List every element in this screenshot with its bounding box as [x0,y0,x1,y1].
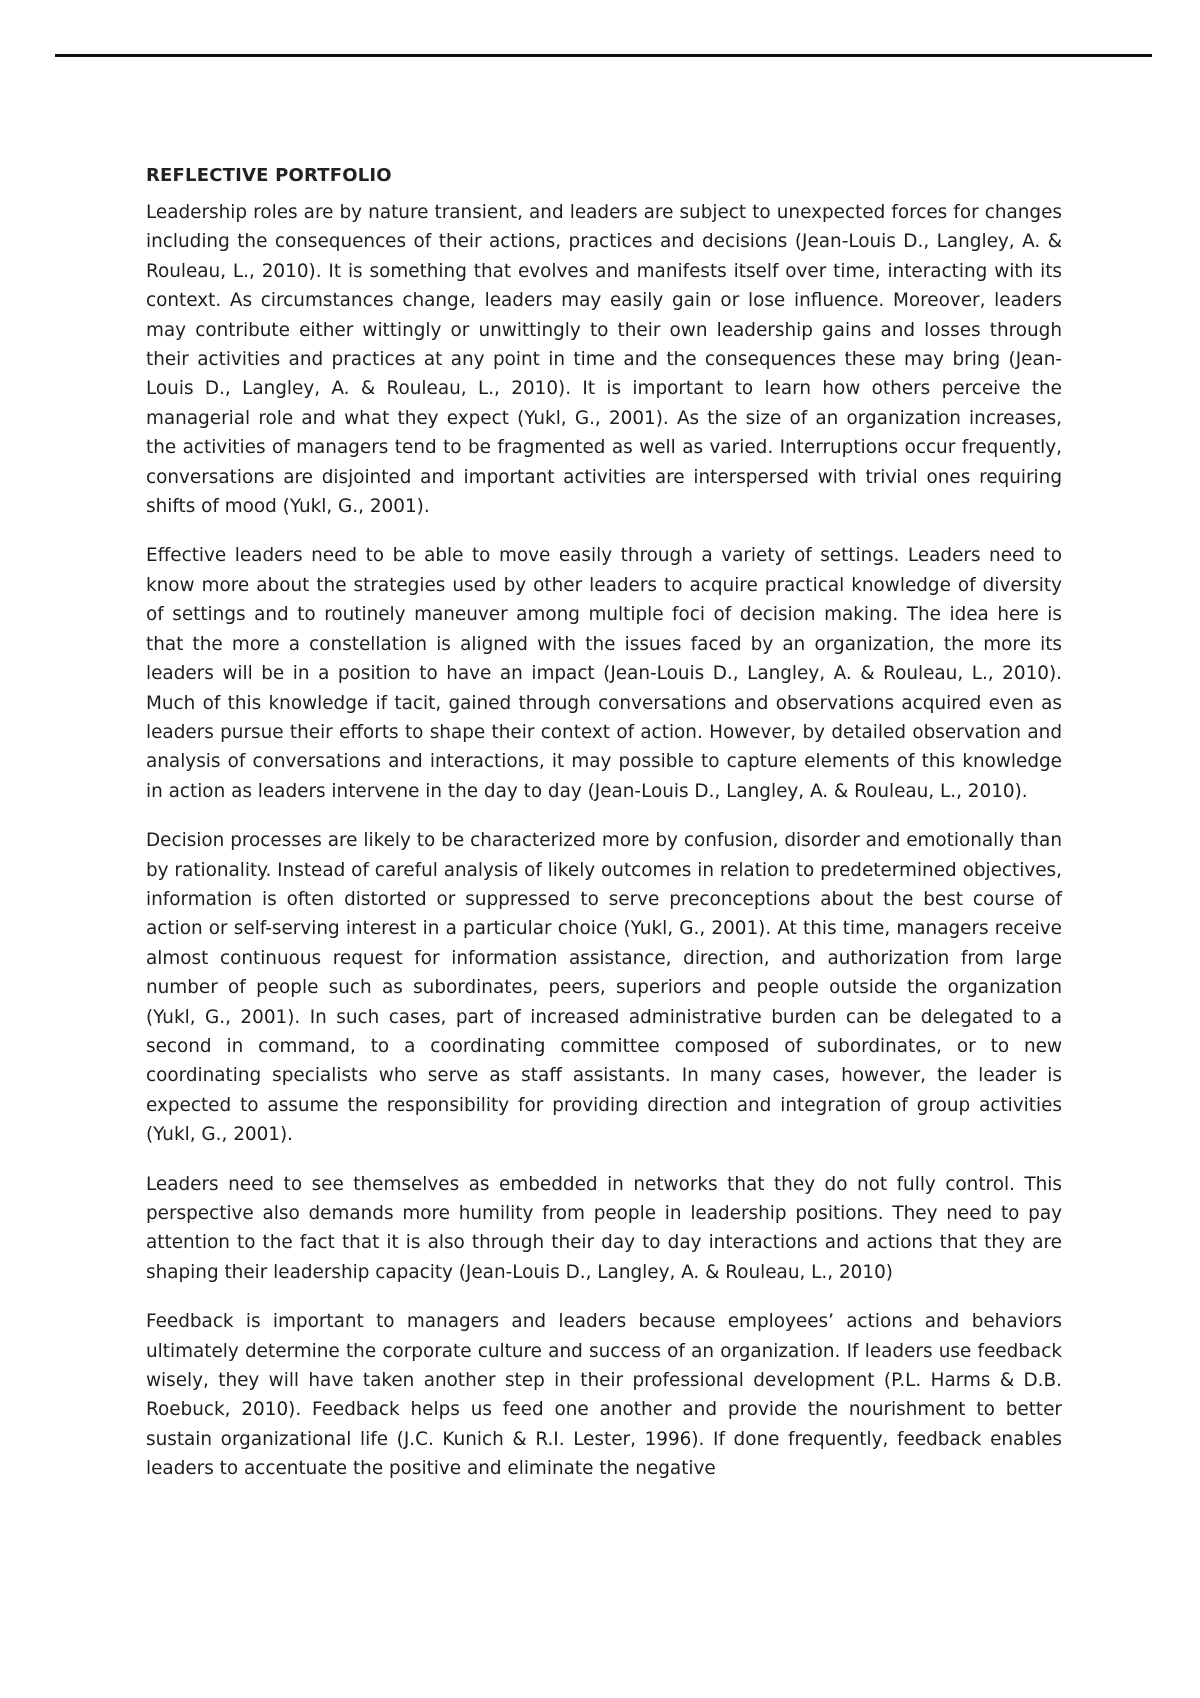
header-rule [55,54,1152,57]
paragraph-3: Decision processes are likely to be characterized more by confusion, disorder and emotionally than by rationality. Instead of careful analysis of likely outcomes in relation to predetermined objectives, information is often distorted or suppressed to serve preconceptions about the best course of action or self-serving interest in a particular choice (Yukl, G., 2001). At this time, managers receive almost continuous request for information assistance, direction, and authorization from large number of people such as subordinates, peers, superiors and people outside the organization (Yukl, G., 2001). In such cases, part of increased administrative burden can be delegated to a second in command, to a coordinating committee composed of subordinates, or to new coordinating specialists who serve as staff assistants. In many cases, however, the leader is expected to assume the responsibility for providing direction and integration of group activities (Yukl, G., 2001). [146,830,1062,1146]
paragraph-5: Feedback is important to managers and leaders because employees’ actions and behaviors ultimately determine the corporate culture and success of an organization. If leaders use feedback wisely, they will have taken another step in their professional development (P.L. Harms & D.B. Roebuck, 2010). Feedback helps us feed one another and provide the nourishment to better sustain organizational life (J.C. Kunich & R.I. Lester, 1996). If done frequently, feedback enables leaders to accentuate the positive and eliminate the negative [146,1311,1062,1480]
paragraph-4: Leaders need to see themselves as embedded in networks that they do not fully control. This perspective also demands more humility from people in leadership positions. They need to pay attention to the fact that it is also through their day to day interactions and actions that they are shaping their leadership capacity (Jean-Louis D., Langley, A. & Rouleau, L., 2010) [146,1173,1062,1283]
document-title: REFLECTIVE PORTFOLIO [146,165,392,186]
document-body [146,164,1062,1504]
paragraph-1: Leadership roles are by nature transient, and leaders are subject to unexpected forces for changes including the consequences of their actions, practices and decisions (Jean-Louis D., Langley, A. & Rouleau, L., 2010). It is something that evolves and manifests itself over time, interacting with its context. As circumstances change, leaders may easily gain or lose influence. Moreover, leaders may contribute either wittingly or unwittingly to their own leadership gains and losses through their activities and practices at any point in time and the consequences these may bring (Jean-Louis D., Langley, A. & Rouleau, L., 2010). It is important to learn how others perceive the managerial role and what they expect (Yukl, G., 2001). As the size of an organization increases, the activities of managers tend to be fragmented as well as varied. Interruptions occur frequently, conversations are disjointed and important activities are interspersed with trivial ones requiring shifts of mood (Yukl, G., 2001). [146,202,1062,518]
paragraph-2: Effective leaders need to be able to move easily through a variety of settings. Leaders need to know more about the strategies used by other leaders to acquire practical knowledge of diversity of settings and to routinely maneuver among multiple foci of decision making. The idea here is that the more a constellation is aligned with the issues faced by an organization, the more its leaders will be in a position to have an impact (Jean-Louis D., Langley, A. & Rouleau, L., 2010). Much of this knowledge if tacit, gained through conversations and observations acquired even as leaders pursue their efforts to shape their context of action. However, by detailed observation and analysis of conversations and interactions, it may possible to capture elements of this knowledge in action as leaders intervene in the day to day (Jean-Louis D., Langley, A. & Rouleau, L., 2010). [146,545,1062,802]
